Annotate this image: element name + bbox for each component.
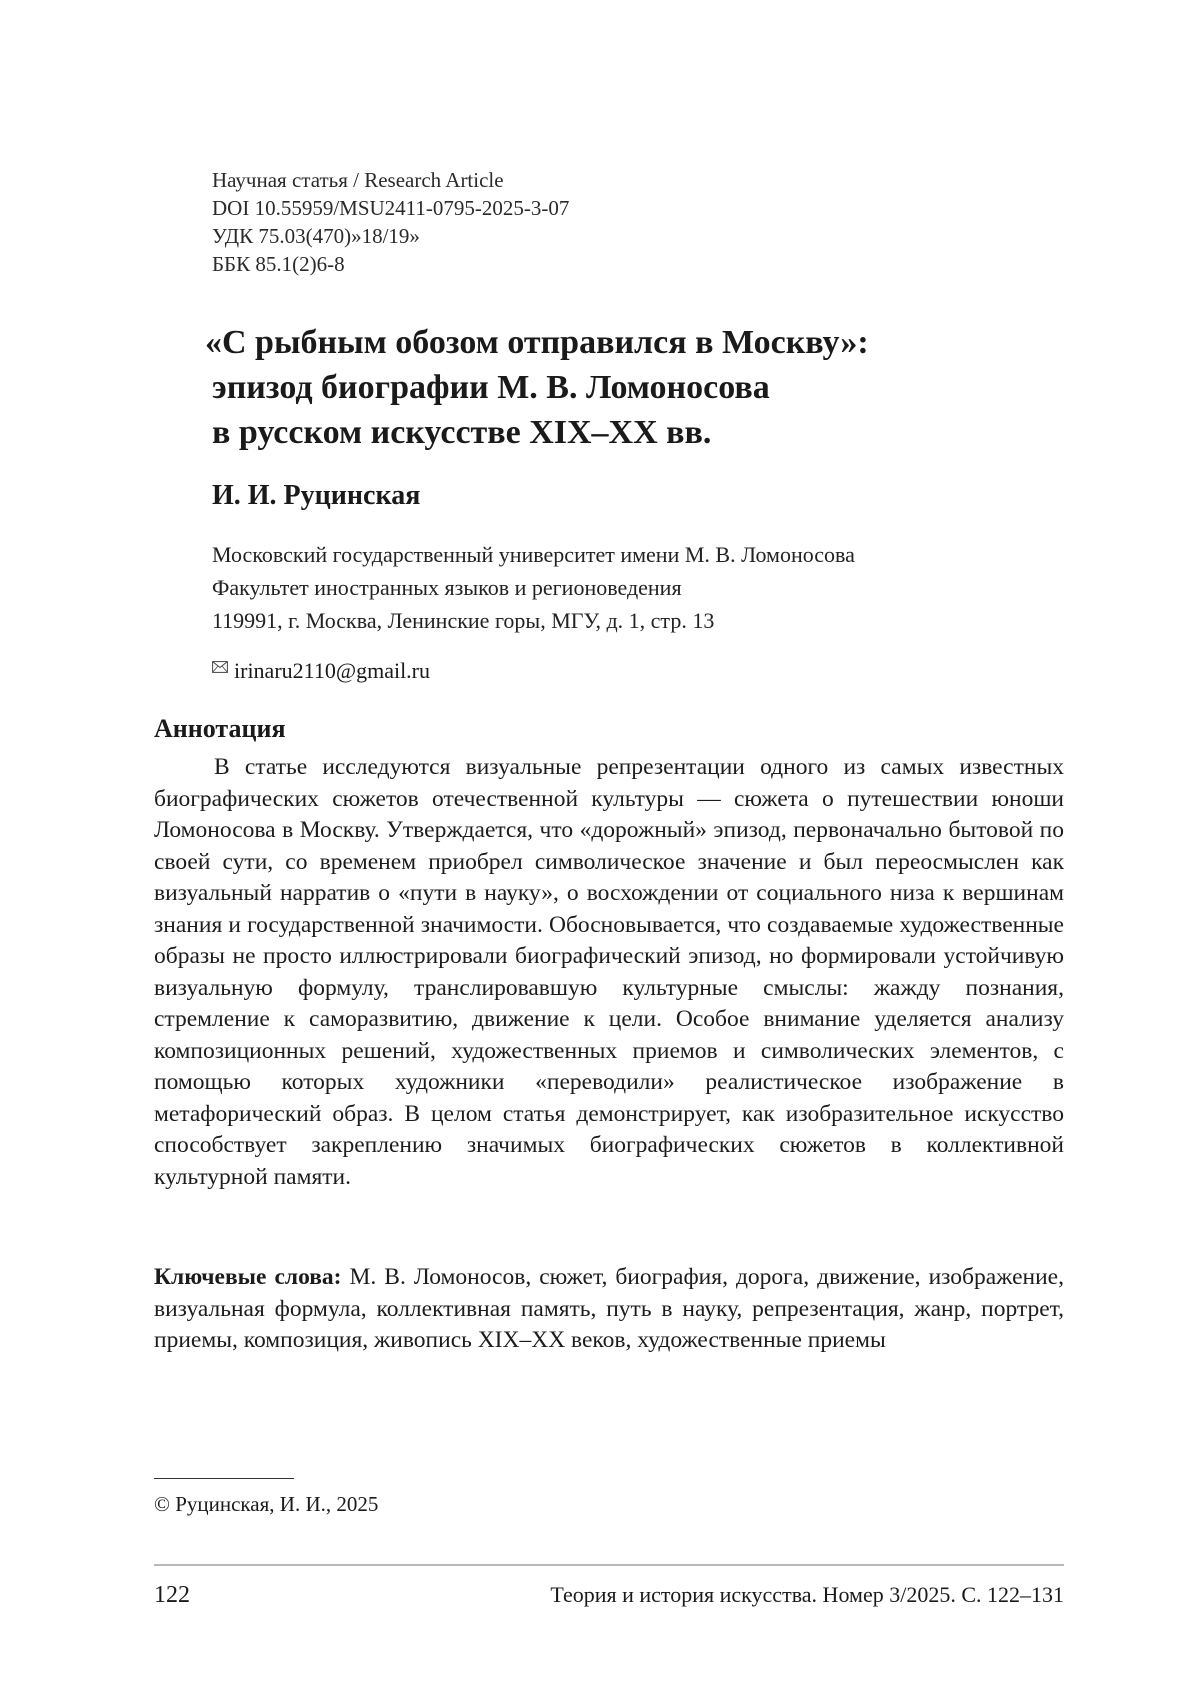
running-footer: Теория и история искусства. Номер 3/2025. С. 122–131 bbox=[550, 1582, 1064, 1607]
title-line-1: «С рыбным обозом отправился в Москву»: bbox=[205, 324, 869, 361]
footnote-divider bbox=[154, 1478, 294, 1479]
author-name: И. И. Руцинская bbox=[212, 480, 421, 511]
udc-code: УДК 75.03(470)»18/19» bbox=[212, 224, 420, 248]
abstract-text: В статье исследуются визуальные репрезентации одного из самых известных биографических сюжетов отечественной культуры — сюжета о путешествии юноши Ломоносова в Москву. Утверждается, что «дорожный» эпизод, первоначально бытовой по своей сути, со временем приобрел символическое значение и был переосмыслен как визуальный нарратив о «пути в науку», о восхождении от социального низа к вершинам знания и государственной значимости. Обосновывается, что создаваемые художественные образы не просто иллюстрировали биографический эпизод, но формировали устойчивую визуальную формулу, транслировавшую культурные смыслы: жажду познания, стремление к саморазвитию, движение к цели. Особое внимание уделяется анализу композиционных решений, художественных приемов и символических элементов, с помощью которых художники «переводили» реалистическое изображение в метафорический образ. В целом статья демонстрирует, как изобразительное искусство способствует закреплению значимых биографических сюжетов в коллективной культурной памяти. bbox=[154, 754, 1064, 1190]
footer-divider bbox=[154, 1564, 1064, 1566]
affiliation-university: Московский государственный университет имени М. В. Ломоносова bbox=[212, 542, 855, 567]
article-type: Научная статья / Research Article bbox=[212, 168, 504, 192]
affiliation-address: 119991, г. Москва, Ленинские горы, МГУ, д. 1, стр. 13 bbox=[212, 608, 715, 633]
keywords-label: Ключевые слова: bbox=[154, 1264, 342, 1290]
keywords bbox=[154, 1262, 1064, 1357]
article-title bbox=[205, 320, 1005, 455]
envelope-icon bbox=[212, 661, 228, 673]
bbk-code: ББК 85.1(2)6-8 bbox=[212, 252, 345, 276]
copyright-notice: © Руцинская, И. И., 2025 bbox=[154, 1492, 379, 1516]
article-metadata bbox=[212, 166, 569, 278]
page-number: 122 bbox=[154, 1582, 190, 1608]
author-affiliation bbox=[212, 538, 855, 637]
author-email bbox=[212, 656, 430, 686]
email-link[interactable]: irinaru2110@gmail.ru bbox=[234, 658, 431, 683]
title-line-2: эпизод биографии М. В. Ломоносова bbox=[212, 369, 770, 406]
affiliation-faculty: Факультет иностранных языков и регионоведения bbox=[212, 575, 682, 600]
title-line-3: в русском искусстве XIX–XX вв. bbox=[212, 414, 712, 451]
abstract-heading: Аннотация bbox=[154, 714, 286, 743]
keywords-text: М. В. Ломоносов, сюжет, биография, дорога, движение, изображение, визуальная формула, коллективная память, путь в науку, репрезентация, жанр, портрет, приемы, композиция, живопись XIX–XX веков, художественные приемы bbox=[154, 1264, 1064, 1353]
doi[interactable]: DOI 10.55959/MSU2411-0795-2025-3-07 bbox=[212, 196, 570, 220]
